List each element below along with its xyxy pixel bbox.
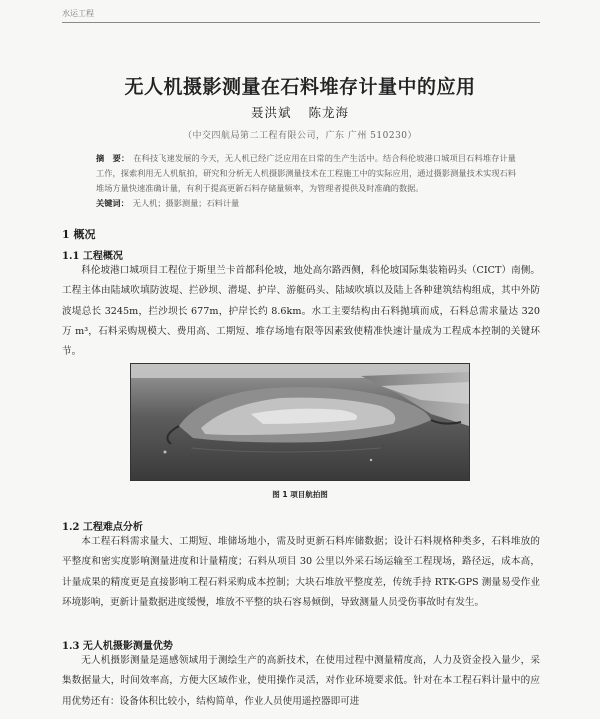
author-name: 陈龙海 xyxy=(308,105,349,120)
keywords-label: 关键词： xyxy=(96,198,129,208)
running-head: 水运工程 xyxy=(62,8,540,23)
abstract xyxy=(96,151,516,196)
keywords xyxy=(96,198,516,209)
keywords-text: 无人机；摄影测量；石料计量 xyxy=(132,198,240,208)
aerial-photo-figure xyxy=(130,363,470,481)
section-heading-1-2: 1.2 工程难点分析 xyxy=(62,522,143,533)
figure-caption: 图 1 项目航拍图 xyxy=(272,490,328,499)
body-paragraph-1-3: 无人机摄影测量是遥感领域用于测绘生产的高新技术，在使用过程中测量精度高，人力及资金投入量少，采集数据量大，时间效率高，方便大区域作业，使用操作灵活，对作业环境要求低。针对在本工程石料计量中的应用优势还有：设备体积比较小，结构简单，作业人员使用遥控器即可进 xyxy=(62,655,540,707)
affiliation: （中交四航局第二工程有限公司，广东 广州 510230） xyxy=(182,131,418,141)
aerial-photo xyxy=(131,364,469,480)
paper-title: 无人机摄影测量在石料堆存计量中的应用 xyxy=(124,76,476,98)
section-heading-1-1: 1.1 工程概况 xyxy=(62,251,123,262)
author-list xyxy=(0,103,600,121)
abstract-text: 在科技飞速发展的今天，无人机已经广泛应用在日常的生产生活中。结合科伦坡港口城项目石料堆存计量工作，探索利用无人机航拍，研究和分析无人机摄影测量技术在工程施工中的实际应用，通过摄影测量技术实现石料堆场方量快速准确计量，有利于提高更新石料存储量频率，为管理者提供及时准确的数据。 xyxy=(96,153,516,193)
author-name: 聂洪斌 xyxy=(250,105,292,120)
body-paragraph-1-2: 本工程石料需求量大、工期短、堆储场地小，需及时更新石料库储数据；设计石料规格种类多，石料堆放的平整度和密实度影响测量进度和计量精度；石料从项目 30 公里以外采石场运输至工程现场，路径远，成本高，计量成果的精度更是直接影响工程石料采购成本控制；大块石堆放平整度差，传统手持 RTK-GPS 测量易受作业环境影响，更新计量数据进度缓慢，堆放不平整的块石容易倾倒，导致测量人员受伤事故时有发生。 xyxy=(62,536,540,608)
abstract-label: 摘 要： xyxy=(96,153,130,163)
section-heading-1-3: 1.3 无人机摄影测量优势 xyxy=(62,641,173,652)
body-paragraph-1-1: 科伦坡港口城项目工程位于斯里兰卡首都科伦坡，地处高尔路西侧，科伦坡国际集装箱码头（CICT）南侧。工程主体由陆域吹填防波堤、拦砂坝、潜堤、护岸、游艇码头、陆域吹填以及陆上各种建筑结构组成，其中外防波堤总长 3245m，拦沙坝长 677m，护岸长约 8.6km。水工主要结构由石料抛填而成，石料总需求量达 320 万 m³，石料采购规模大、费用高、工期短、堆存场地有限等因素致使精准快速计量成为工程成本控制的关键环节。 xyxy=(62,265,540,358)
section-heading-1: 1 概况 xyxy=(62,228,96,241)
